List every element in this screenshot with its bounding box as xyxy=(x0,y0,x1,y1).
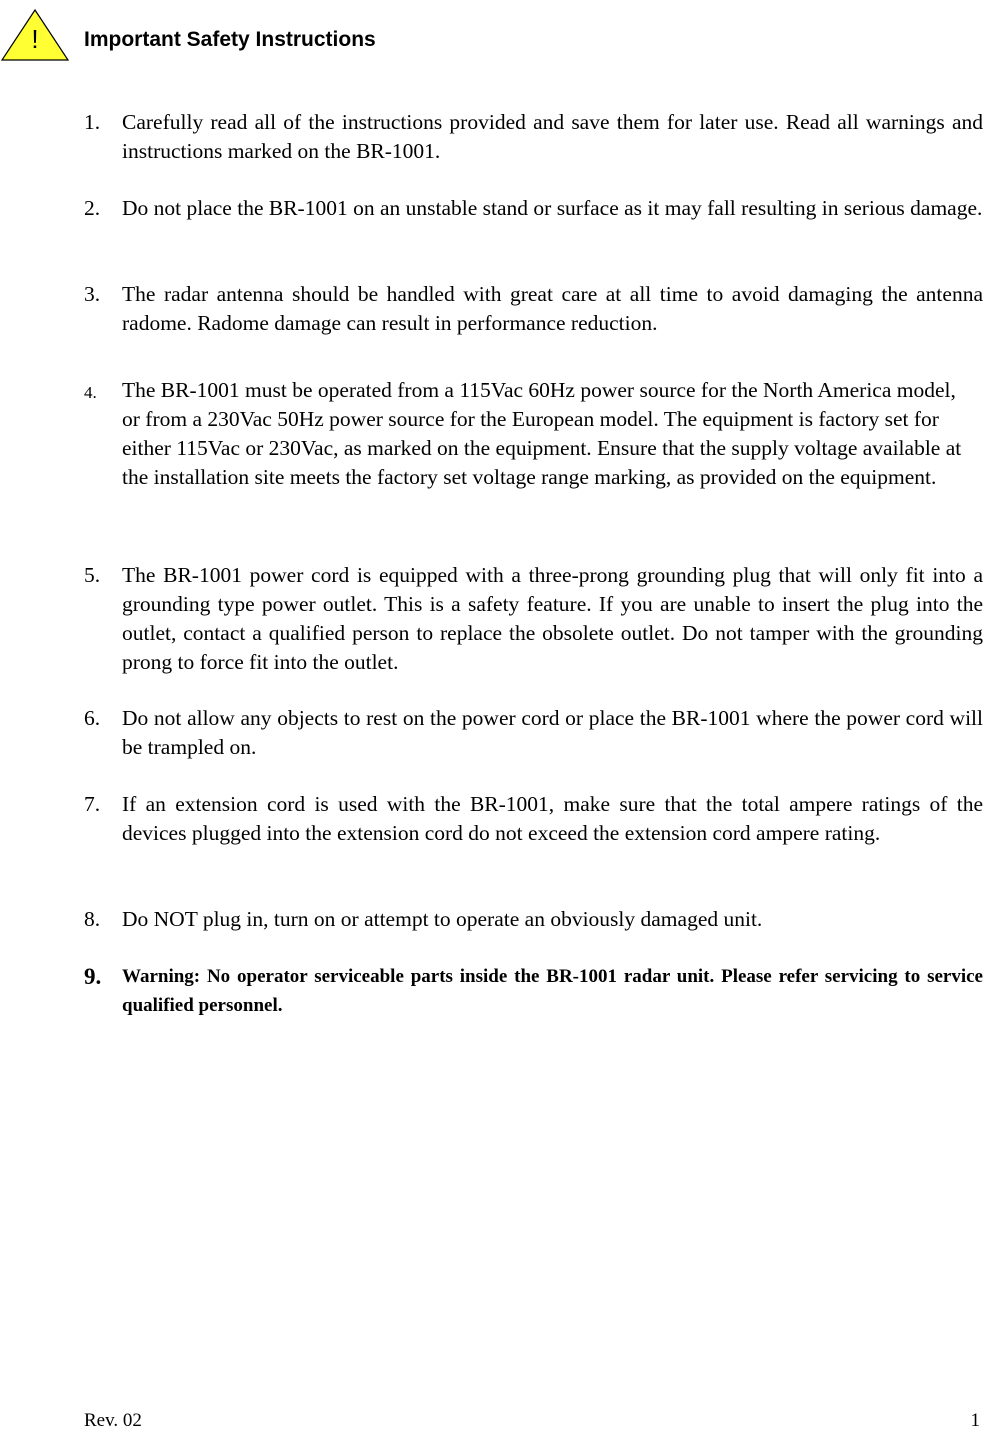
item-text: Warning: No operator serviceable parts inside the BR-1001 radar unit. Please refer servicing to service qualified personnel. xyxy=(122,966,983,1016)
instruction-item xyxy=(84,905,983,935)
item-number: 3. xyxy=(84,282,101,306)
item-text: The radar antenna should be handled with great care at all time to avoid damaging the antenna radome. Radome damage can result in performance reduction. xyxy=(122,282,983,335)
item-text: If an extension cord is used with the BR-1001, make sure that the total ampere ratings of the devices plugged into the extension cord do not exceed the extension cord ampere rating. xyxy=(122,792,983,845)
instruction-item xyxy=(84,704,983,764)
item-number: 1. xyxy=(84,110,101,134)
instruction-item xyxy=(84,108,983,168)
instruction-item xyxy=(84,194,983,254)
item-number: 4. xyxy=(84,383,97,402)
warning-triangle-icon xyxy=(0,8,70,62)
instruction-item xyxy=(84,561,983,681)
warning-glyph: ! xyxy=(31,24,39,54)
instruction-item xyxy=(84,790,983,880)
item-text: Do not allow any objects to rest on the power cord or place the BR-1001 where the power cord will be trampled on. xyxy=(122,706,983,759)
item-number: 9. xyxy=(84,964,102,989)
item-number: 5. xyxy=(84,563,101,587)
item-text: The BR-1001 must be operated from a 115Vac 60Hz power source for the North America model, or from a 230Vac 50Hz power source for the European model. The equipment is factory set for either 115Vac or 230Vac, as marked on the equipment. Ensure that the supply voltage available at the installation site meets the factory set voltage range marking, as provided on the equipment. xyxy=(122,378,962,489)
item-text: Do NOT plug in, turn on or attempt to operate an obviously damaged unit. xyxy=(122,907,763,931)
page-title: Important Safety Instructions xyxy=(84,28,376,51)
footer-page-number: 1 xyxy=(970,1410,980,1431)
item-text: Do not place the BR-1001 on an unstable stand or surface as it may fall resulting in serious damage. xyxy=(122,196,983,220)
item-number: 2. xyxy=(84,196,101,220)
item-text: The BR-1001 power cord is equipped with a three-prong grounding plug that will only fit into a grounding type power outlet. This is a safety feature. If you are unable to insert the plug into the outlet, contact a qualified person to replace the obsolete outlet. Do not tamper with the grounding prong to force fit into the outlet. xyxy=(122,563,983,674)
instruction-item-warning xyxy=(84,962,983,1022)
instruction-item xyxy=(84,376,983,526)
item-number: 6. xyxy=(84,706,101,730)
item-number: 8. xyxy=(84,907,101,931)
item-number: 7. xyxy=(84,792,101,816)
item-text: Carefully read all of the instructions provided and save them for later use. Read all warnings and instructions marked on the BR-1001. xyxy=(122,110,983,163)
footer-revision: Rev. 02 xyxy=(84,1410,142,1431)
instruction-item xyxy=(84,280,983,340)
